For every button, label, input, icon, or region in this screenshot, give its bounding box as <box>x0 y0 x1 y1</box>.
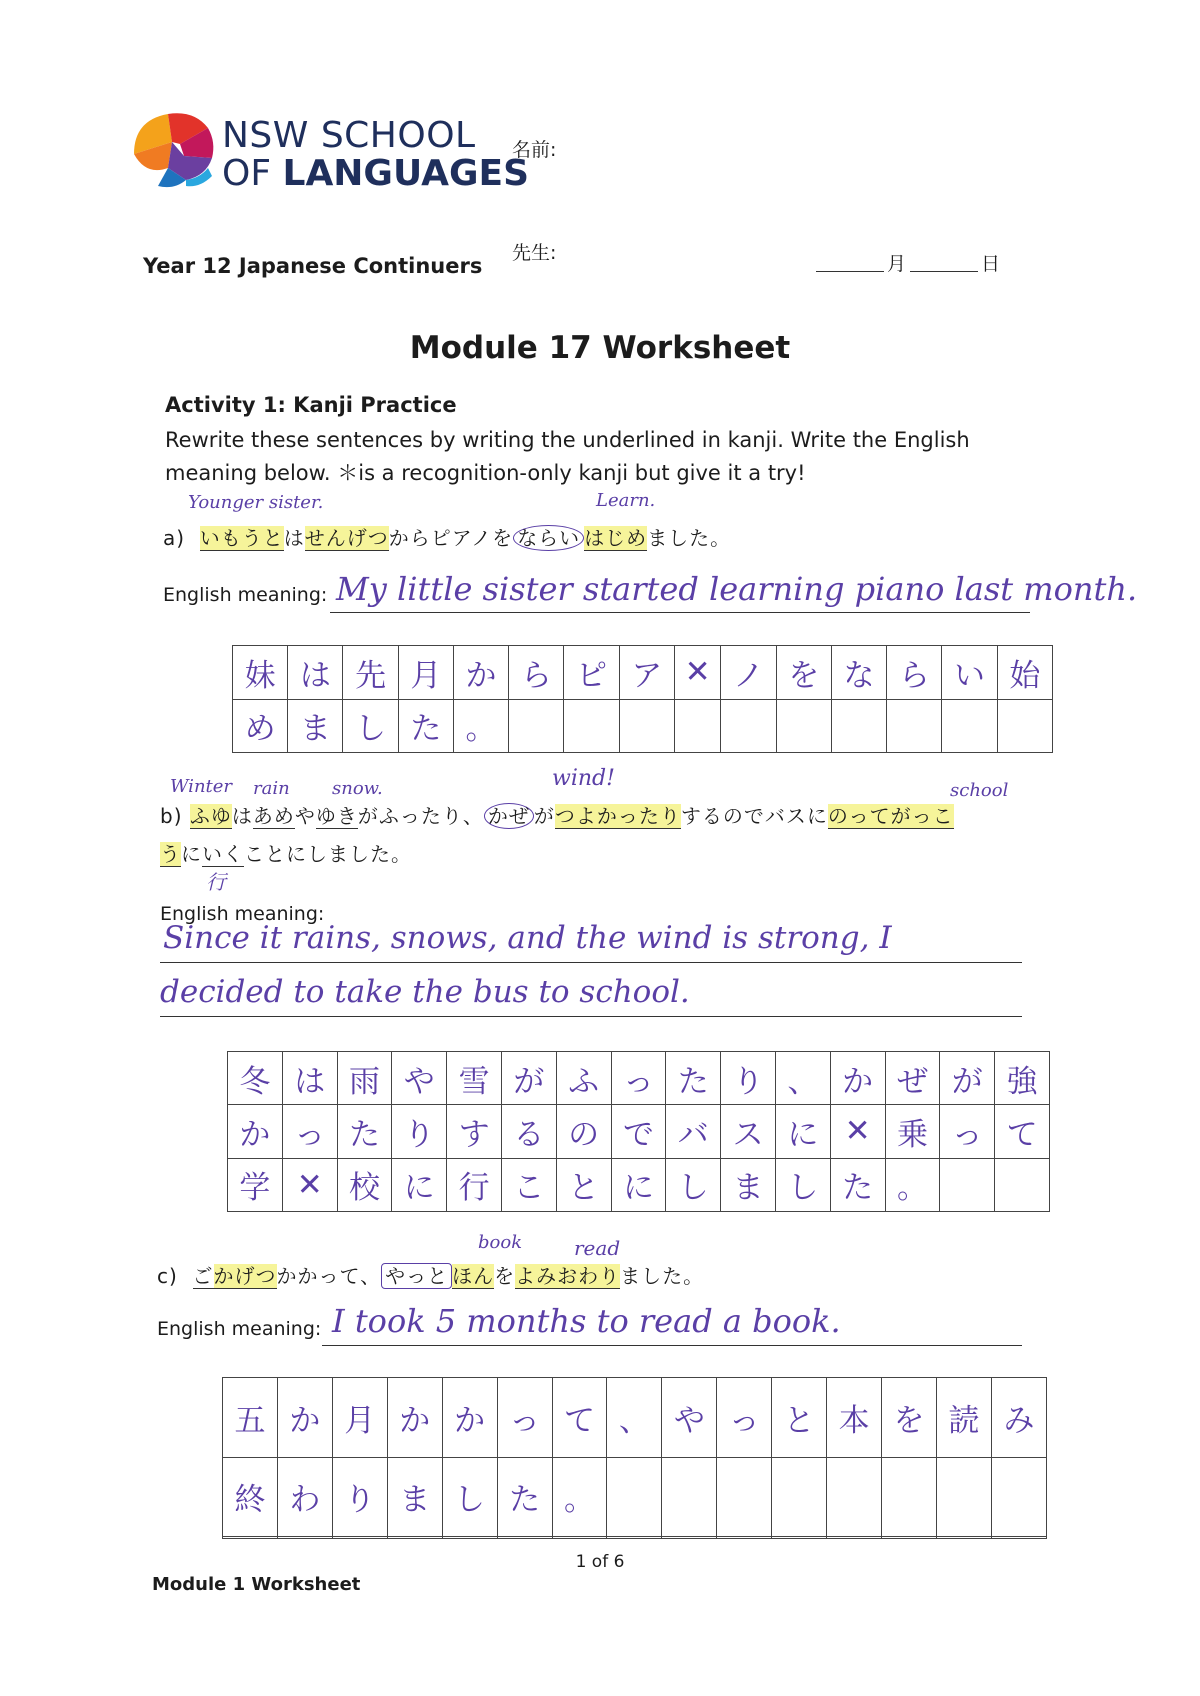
grid-cell: ノ <box>721 646 776 700</box>
grid-cell: ま <box>387 1457 442 1537</box>
grid-cell: り <box>392 1105 447 1158</box>
q-b-english-label: English meaning: <box>160 903 325 925</box>
grid-cell: っ <box>717 1378 772 1458</box>
logo-line2 <box>222 153 530 194</box>
grid-cell <box>991 1537 1046 1539</box>
q-c-underlined-2: かげつ <box>213 1264 277 1288</box>
grid-cell: す <box>447 1105 502 1158</box>
grid-cell: か <box>228 1105 283 1158</box>
grid-cell <box>827 1457 882 1537</box>
grid-row <box>223 1457 1047 1537</box>
grid-cell: っ <box>940 1105 995 1158</box>
grid-cell: 強 <box>995 1052 1050 1105</box>
month-blank <box>816 271 884 272</box>
q-c-text-3: かかって、 <box>276 1264 382 1288</box>
question-b-sentence-line1 <box>160 800 954 829</box>
grid-cell: ✕ <box>282 1158 337 1211</box>
q-b-underlined-15: いく <box>202 842 244 866</box>
grid-cell <box>442 1537 497 1539</box>
grid-cell: 五 <box>223 1378 278 1458</box>
annotation-school: school <box>950 780 1009 801</box>
grid-cell <box>831 699 886 753</box>
grid-cell: で <box>611 1105 666 1158</box>
grid-cell: っ <box>282 1105 337 1158</box>
grid-row <box>223 1378 1047 1458</box>
grid-cell: 終 <box>223 1457 278 1537</box>
grid-cell: し <box>343 699 398 753</box>
page-title: Module 17 Worksheet <box>409 330 791 366</box>
q-c-answer-grid <box>222 1377 1047 1539</box>
grid-cell <box>277 1537 332 1539</box>
grid-cell: 先 <box>343 646 398 700</box>
grid-cell <box>936 1457 991 1537</box>
q-b-text-6: がふったり、 <box>357 804 484 828</box>
grid-cell: 校 <box>337 1158 392 1211</box>
grid-cell: っ <box>611 1052 666 1105</box>
grid-cell <box>717 1457 772 1537</box>
grid-cell: て <box>552 1378 607 1458</box>
logo-line2-prefix: OF <box>222 153 283 194</box>
grid-cell: か <box>277 1378 332 1458</box>
q-b-english-answer-line1: Since it rains, snows, and the wind is strong, I <box>163 920 892 956</box>
grid-cell: っ <box>497 1378 552 1458</box>
grid-cell: ✕ <box>674 646 721 700</box>
grid-cell: り <box>721 1052 776 1105</box>
grid-cell: 行 <box>447 1158 502 1211</box>
grid-cell <box>332 1537 387 1539</box>
grid-row <box>228 1158 1050 1211</box>
q-b-answer-line1 <box>160 962 1022 963</box>
q-a-text-7: ました。 <box>647 526 732 550</box>
q-a-underlined-1: いもうと <box>199 526 284 550</box>
q-a-underlined-5: ならい <box>513 525 584 551</box>
grid-cell: ま <box>288 699 343 753</box>
grid-cell: り <box>332 1457 387 1537</box>
q-b-underlined-13: う <box>160 842 181 866</box>
grid-cell: 学 <box>228 1158 283 1211</box>
question-a-marker: a) <box>163 526 186 550</box>
q-c-underlined-7: よみおわり <box>515 1264 621 1288</box>
grid-cell: る <box>501 1105 556 1158</box>
grid-cell: 冬 <box>228 1052 283 1105</box>
grid-cell: た <box>666 1052 721 1105</box>
q-c-boxed-4: やっと <box>381 1263 452 1289</box>
q-a-english-label: English meaning: <box>163 584 328 606</box>
grid-cell: い <box>942 646 997 700</box>
q-b-underlined-3: あめ <box>252 804 295 828</box>
annotation-younger-sister: Younger sister. <box>188 492 324 513</box>
grid-cell: を <box>882 1378 937 1458</box>
grid-cell: み <box>991 1378 1046 1458</box>
grid-cell: 月 <box>332 1378 387 1458</box>
q-b-text-16: ことにしました。 <box>244 842 412 866</box>
grid-row <box>228 1105 1050 1158</box>
q-b-answer-line2 <box>160 1016 1022 1017</box>
grid-cell: ぜ <box>885 1052 940 1105</box>
grid-row <box>233 646 1053 700</box>
grid-cell: バ <box>666 1105 721 1158</box>
grid-cell: わ <box>277 1457 332 1537</box>
grid-cell: し <box>442 1457 497 1537</box>
grid-cell <box>674 699 721 753</box>
q-a-underlined-6: はじめ <box>584 526 648 550</box>
name-label: 名前: <box>512 139 557 161</box>
grid-cell: が <box>501 1052 556 1105</box>
question-c-sentence <box>157 1260 704 1289</box>
annotation-learn: Learn. <box>596 490 656 511</box>
q-b-answer-grid <box>227 1051 1050 1212</box>
grid-cell: ら <box>509 646 564 700</box>
grid-cell: ら <box>887 646 942 700</box>
grid-cell <box>223 1537 278 1539</box>
grid-cell: ス <box>721 1105 776 1158</box>
grid-cell: 雪 <box>447 1052 502 1105</box>
grid-cell: 雨 <box>337 1052 392 1105</box>
grid-cell: 始 <box>997 646 1052 700</box>
grid-cell: か <box>387 1378 442 1458</box>
grid-cell: ア <box>619 646 674 700</box>
instruction-line2: meaning below. ＊is a recognition-only kanji but give it a try! <box>165 461 806 485</box>
grid-cell: は <box>288 646 343 700</box>
q-b-underlined-11: のって <box>827 804 891 828</box>
grid-cell <box>662 1457 717 1537</box>
q-a-answer-line <box>330 612 1030 613</box>
grid-cell <box>717 1537 772 1539</box>
grid-cell: を <box>776 646 831 700</box>
question-b-marker: b) <box>160 804 183 828</box>
q-b-underlined-9: つよかったり <box>554 804 681 828</box>
annotation-wind: wind! <box>552 766 615 791</box>
grid-cell: か <box>442 1378 497 1458</box>
q-b-underlined-5: ゆき <box>315 804 358 828</box>
grid-cell: 妹 <box>233 646 288 700</box>
grid-cell: し <box>666 1158 721 1211</box>
grid-cell: ふ <box>556 1052 611 1105</box>
grid-cell: と <box>772 1378 827 1458</box>
grid-cell: の <box>556 1105 611 1158</box>
grid-cell: 月 <box>398 646 453 700</box>
q-a-underlined-3: せんげつ <box>304 526 389 550</box>
q-c-english-label: English meaning: <box>157 1318 322 1340</box>
q-a-english-answer: My little sister started learning piano last month. <box>336 570 1138 608</box>
q-b-underlined-7: かぜ <box>484 803 534 829</box>
grid-cell <box>776 699 831 753</box>
grid-cell: は <box>282 1052 337 1105</box>
grid-cell: た <box>830 1158 885 1211</box>
grid-cell: か <box>453 646 508 700</box>
q-b-text-8: が <box>533 804 555 828</box>
grid-row <box>233 699 1053 753</box>
grid-cell: や <box>392 1052 447 1105</box>
grid-cell: し <box>775 1158 830 1211</box>
grid-cell: と <box>556 1158 611 1211</box>
grid-cell: 乗 <box>885 1105 940 1158</box>
grid-cell: 。 <box>885 1158 940 1211</box>
activity-heading: Activity 1: Kanji Practice <box>165 393 457 417</box>
grid-cell <box>497 1537 552 1539</box>
grid-cell <box>619 699 674 753</box>
grid-cell: 読 <box>936 1378 991 1458</box>
grid-cell: た <box>497 1457 552 1537</box>
grid-cell: た <box>337 1105 392 1158</box>
q-b-text-10: するのでバスに <box>680 804 828 828</box>
grid-cell: 本 <box>827 1378 882 1458</box>
q-c-answer-line <box>322 1345 1022 1346</box>
grid-cell <box>882 1537 937 1539</box>
q-c-text-8: ました。 <box>620 1264 705 1288</box>
grid-cell: 、 <box>607 1378 662 1458</box>
month-label: 月 <box>887 253 907 275</box>
teacher-label: 先生: <box>512 242 557 264</box>
grid-cell <box>552 1537 607 1539</box>
question-a-sentence <box>163 522 731 551</box>
annotation-winter: Winter <box>170 776 233 797</box>
grid-cell <box>509 699 564 753</box>
grid-cell: ✕ <box>830 1105 885 1158</box>
footer-module: Module 1 Worksheet <box>152 1574 361 1595</box>
annotation-rain: rain <box>253 778 290 799</box>
grid-cell <box>772 1537 827 1539</box>
annotation-book: book <box>478 1232 523 1253</box>
grid-row <box>228 1052 1050 1105</box>
q-b-text-4: や <box>294 804 316 828</box>
q-a-text-4: からピアノを <box>388 526 514 550</box>
grid-cell: め <box>233 699 288 753</box>
logo-line1: NSW SCHOOL <box>222 115 476 156</box>
grid-cell: て <box>995 1105 1050 1158</box>
grid-cell <box>662 1537 717 1539</box>
q-b-underlined-12: がっこ <box>890 804 954 828</box>
q-c-text-6: を <box>494 1264 516 1288</box>
grid-cell: に <box>775 1105 830 1158</box>
grid-cell <box>387 1537 442 1539</box>
grid-cell: か <box>830 1052 885 1105</box>
grid-cell <box>882 1457 937 1537</box>
q-b-text-2: は <box>231 804 253 828</box>
grid-cell: 。 <box>453 699 508 753</box>
grid-cell: 。 <box>552 1457 607 1537</box>
grid-cell <box>940 1158 995 1211</box>
day-blank <box>910 271 978 272</box>
q-c-underlined-5: ほん <box>452 1264 495 1288</box>
grid-cell: こ <box>501 1158 556 1211</box>
activity-instructions <box>165 424 970 490</box>
day-label: 日 <box>981 253 1001 275</box>
grid-cell <box>942 699 997 753</box>
grid-cell: ま <box>721 1158 776 1211</box>
question-b-sentence-line2 <box>160 838 412 867</box>
q-a-answer-grid <box>232 645 1053 753</box>
annotation-snow: snow. <box>332 778 383 799</box>
grid-cell: に <box>611 1158 666 1211</box>
q-b-underlined-1: ふゆ <box>189 804 232 828</box>
page-number: 1 of 6 <box>575 1552 625 1572</box>
logo-line2-bold: LANGUAGES <box>282 153 530 194</box>
grid-cell: 、 <box>775 1052 830 1105</box>
grid-cell: や <box>662 1378 717 1458</box>
grid-cell <box>607 1537 662 1539</box>
q-c-underlined-1: ご <box>192 1264 214 1288</box>
grid-cell: な <box>831 646 886 700</box>
grid-cell: に <box>392 1158 447 1211</box>
course-title: Year 12 Japanese Continuers <box>143 254 483 278</box>
grid-cell <box>721 699 776 753</box>
grid-cell <box>995 1158 1050 1211</box>
grid-cell <box>887 699 942 753</box>
grid-row <box>223 1537 1047 1539</box>
grid-cell <box>827 1537 882 1539</box>
instruction-line1: Rewrite these sentences by writing the underlined in kanji. Write the English <box>165 428 970 452</box>
grid-cell <box>991 1457 1046 1537</box>
q-b-english-answer-line2: decided to take the bus to school. <box>160 974 690 1010</box>
annotation-read: read <box>574 1236 621 1260</box>
grid-cell <box>564 699 619 753</box>
q-c-english-answer: I took 5 months to read a book. <box>332 1302 841 1340</box>
question-c-marker: c) <box>157 1264 178 1288</box>
grid-cell: が <box>940 1052 995 1105</box>
q-b-text-14: に <box>181 842 202 866</box>
grid-cell <box>997 699 1052 753</box>
grid-cell: ピ <box>564 646 619 700</box>
grid-cell <box>772 1457 827 1537</box>
nsw-school-logo-icon <box>128 106 216 192</box>
grid-cell <box>936 1537 991 1539</box>
grid-cell: た <box>398 699 453 753</box>
q-a-text-2: は <box>283 526 305 550</box>
grid-cell <box>607 1457 662 1537</box>
annotation-iku-kanji: 行 <box>206 870 226 894</box>
